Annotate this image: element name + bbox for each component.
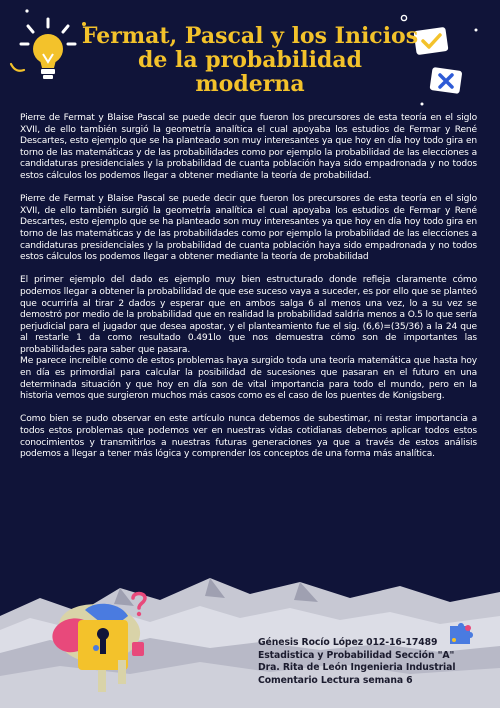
page-title: [70, 24, 430, 96]
author-signature: [258, 637, 498, 688]
title-line-3: moderna: [195, 71, 305, 97]
question-mark-icon: [128, 590, 150, 618]
paragraph-3: El primer ejemplo del dado es ejemplo muy bien estructurado donde refleja claramente cómo podemos llegar a obtener la probabilidad de que ese suceso vaya a suceder, es por ello que se planteó que ocurriría al tirar 2 dados y esperar que en ambos salga 6 al menos una vez, lo a su vez se demostró por medio de la probabilidad que en realidad la probabilidad saldría menos a O.5 lo que sería perjudicial para el jugador que desea apostar, y el planteamiento fue el sig. (6,6)=(35/36) a la 24 que al restarle 1 da como resultado 0.491lo que nos demuestra cómo son de importantes las probabilidades para saber que pasara.: [20, 275, 477, 355]
paragraph-4: Me parece increíble como de estos problemas haya surgido toda una teoría matemática que hasta hoy en día es primordial para calcular la posibilidad de sucesiones que pasaran en el futuro en una determinada situación y que hoy en día son de vital importancia para todo el mundo, pero en la historia vemos que surgieron muchos más casos como es el caso de los puentes de Konigsberg.: [20, 356, 477, 402]
paragraph-5: Como bien se pudo observar en este artículo nunca debemos de subestimar, ni restar importancia a todos estos problemas que podemos ver en nuestras vidas cotidianas debemos aplicar todos estos conocimientos y transmitirlos a nuestras futuras generaciones ya que a través de estos análisis podemos a llegar a tener más lógica y comprender los conceptos de una forma más analítica.: [20, 414, 477, 460]
title-line-2: de la probabilidad: [137, 47, 363, 73]
signature-line-4: Comentario Lectura semana 6: [258, 675, 413, 687]
paragraph-2: Pierre de Fermat y Blaise Pascal se puede decir que fueron los precursores de esta teoría en el siglo XVII, de ello también surgió la geometría analítica el cual apoyaba los estudios de Fermar y René Descartes, esto ejemplo que se ha planteado son muy interesantes ya que hoy en día hoy todo gira en torno de las matemáticas y de las probabilidades como por ejemplo la probabilidad de las elecciones a candidaturas presidenciales y la probabilidad de cuanta población haya sido empadronada y no todos estos cálculos los podemos llegar a obtener mediante la teoría de probabilidad: [20, 194, 477, 263]
signature-line-3: Dra. Rita de León Ingenieria Industrial: [258, 662, 456, 674]
puzzle-illustration: [40, 590, 180, 700]
paragraph-1: Pierre de Fermat y Blaise Pascal se puede decir que fueron los precursores de esta teoría en el siglo XVII, de ello también surgió la geometría analítica el cual apoyaba los estudios de Fermar y René Descartes, esto ejemplo que se ha planteado son muy interesantes ya que hoy en día hoy todo gira en torno de las matemáticas y de las probabilidades como por ejemplo la probabilidad de las elecciones a candidaturas presidenciales y la probabilidad de cuanta población haya sido empadronada y no todos estos cálculos los podemos llegar a obtener mediante la teoría de probabilidad.: [20, 113, 477, 181]
signature-line-1: Génesis Rocío López 012-16-17489: [258, 637, 438, 648]
signature-line-2: Estadistica y Probabilidad Sección "A": [258, 649, 455, 661]
x-card-icon: [428, 66, 466, 96]
title-line-1: Fermat, Pascal y los Inicios: [81, 23, 419, 49]
article-body: [20, 113, 477, 472]
